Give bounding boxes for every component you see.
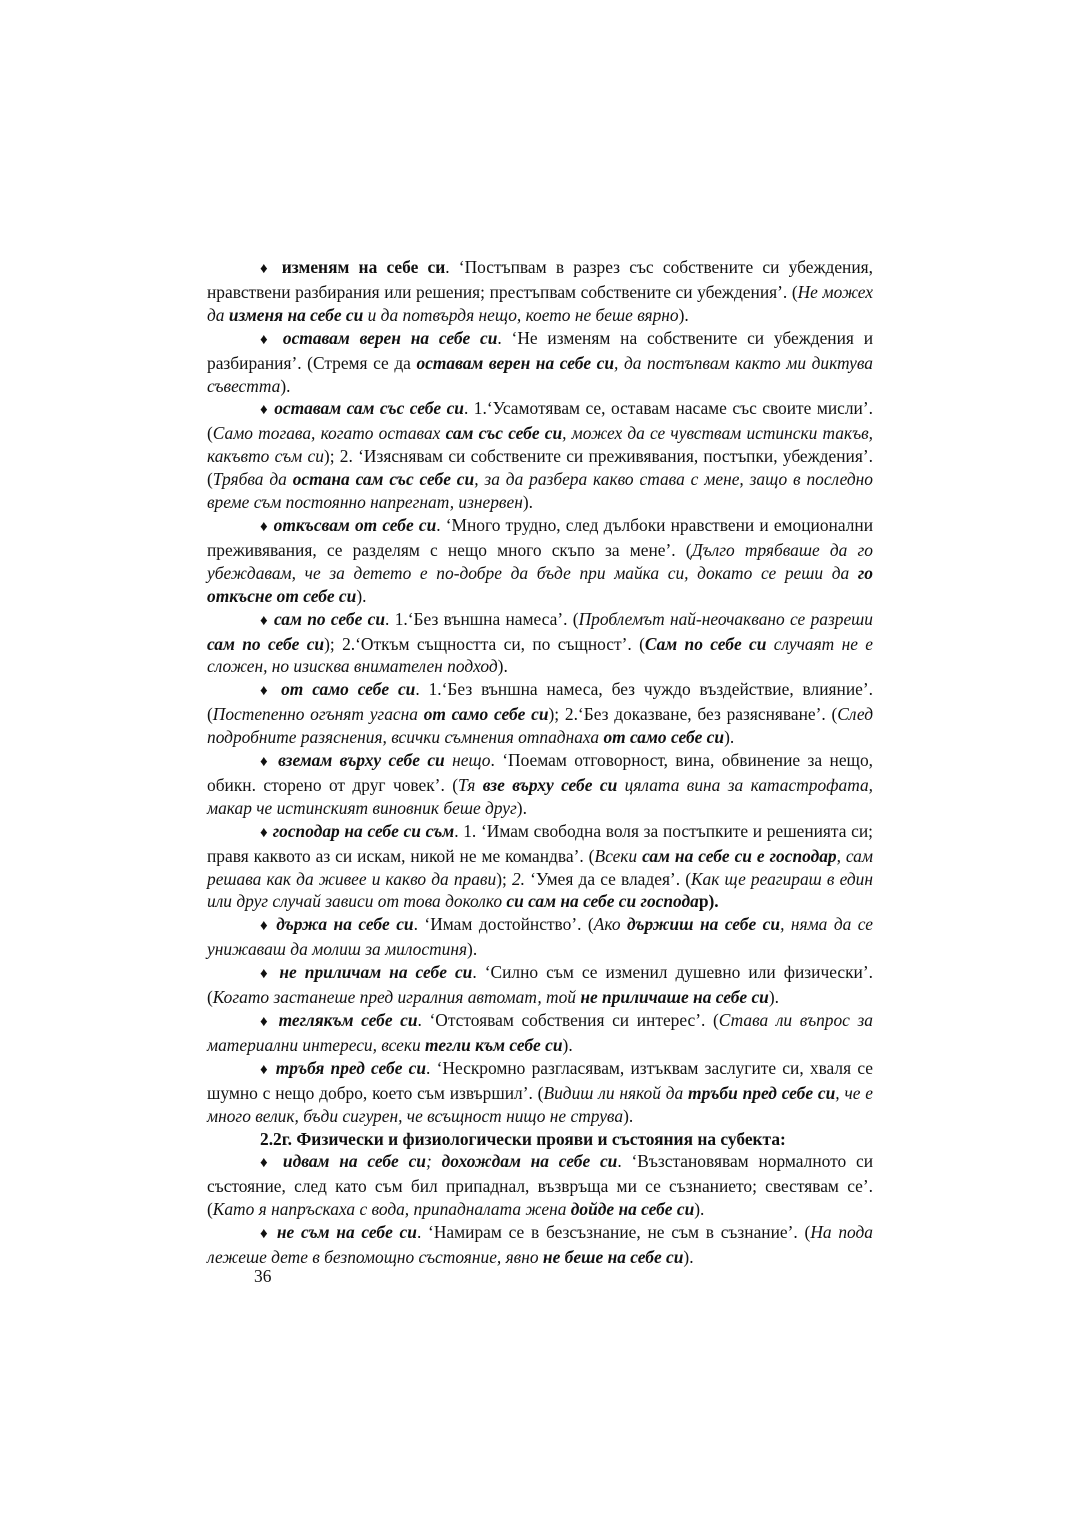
entry-part: откъсвам от себе си <box>273 514 437 535</box>
entry-part: и да потвърдя нещо, което не беше вярно <box>363 304 679 325</box>
entry-part: . 1.‘Без външна намеса, без чуждо въздействие, влияние’. ( <box>207 679 873 725</box>
section-heading-text: 2.2г. Физически и физиологически прояви и състояния на субекта: <box>260 1128 786 1149</box>
entry-part: не приличам на себе си <box>279 962 473 983</box>
entry-part: , че е много велик, бъди сигурен, че всъщност нищо не струва <box>207 1082 873 1126</box>
diamond-bullet-icon: ♦ <box>260 1226 271 1243</box>
entry-sam-po-sebe <box>207 608 873 679</box>
entry-part: , да постъпвам както ми диктува съвестта <box>207 352 874 396</box>
diamond-bullet-icon: ♦ <box>260 1061 270 1078</box>
entry-part: . ‘Отстоявам собствения си интерес’. ( <box>417 1010 719 1030</box>
entry-ne-sam <box>207 1221 873 1269</box>
entry-part: изменям на себе си <box>281 257 446 277</box>
diamond-bullet-icon: ♦ <box>260 1155 274 1172</box>
section-heading <box>207 1128 873 1151</box>
diamond-bullet-icon: ♦ <box>260 824 269 841</box>
entry-part: . 1. ‘Имам свободна воля за постъпките и решенията си; правя каквото аз си искам, никой не ме командва’. ( <box>207 820 874 866</box>
entry-part: теглякъм себе си <box>278 1010 418 1030</box>
entry-part: оставам сам със себе си <box>274 398 464 419</box>
entry-part: цялата вина за катастрофата, макар че истинският виновник беше друг <box>207 774 874 818</box>
entry-part: , за да разбера какво става с мене, защо в последно време съм постоянно напрегнат, изнервен <box>207 469 873 513</box>
diamond-bullet-icon: ♦ <box>260 261 273 277</box>
entry-part: ). <box>280 375 291 396</box>
entry-part: . ‘Поемам отговорност, вина, обвинение за нещо, обикн. сторено от друг човек’. ( <box>207 750 873 795</box>
entry-part: . 1.‘Усамотявам се, оставам насаме със своите мисли’. ( <box>207 398 873 444</box>
entry-part: от само себе си <box>423 704 549 725</box>
entry-part: След подробните разяснения, всички съмнения отпаднаха <box>207 704 873 748</box>
entry-part: Видиш ли някой да <box>543 1082 689 1103</box>
entry-part: , няма да се унижаваш да молиш за милостиня <box>207 914 874 960</box>
entry-part: случаят не е сложен, но изисква внимателен подход <box>207 633 873 677</box>
entry-trabya <box>207 1057 873 1128</box>
entry-part: господар на себе си съм <box>272 820 455 841</box>
entry-part: 2. <box>511 868 525 889</box>
entry-part: . ‘Намирам се в безсъзнание, не съм в съзнание’. ( <box>416 1222 811 1243</box>
entry-part: Когато застанеше пред игралния автомат, той <box>212 987 581 1008</box>
entry-part: Като я напръскаха с вода, припадналата жена <box>212 1199 571 1220</box>
entry-part: от само себе си <box>281 679 416 700</box>
entry-part: ). <box>356 585 367 606</box>
entry-part: ). <box>522 492 533 513</box>
entry-izmenyam <box>207 256 873 327</box>
diamond-bullet-icon: ♦ <box>260 918 270 935</box>
entry-part: , сам решава как да живее и какво да прави <box>207 845 873 889</box>
entry-part: . ‘Възстановявам нормалното си състояние, след като съм бил припаднал, възвръща ми се съзнанието; свестявам се’. ( <box>207 1151 874 1220</box>
entry-part: тръбя пред себе си <box>275 1057 427 1078</box>
entry-part: р). <box>698 891 719 912</box>
entry-part: Дълго трябваше да го убеждавам, че за детето е по-добре да бъде при майка си, докато се реши да <box>207 539 873 583</box>
entry-part: Само тогава, когато оставах <box>212 423 446 444</box>
entry-part: ). <box>724 727 735 748</box>
diamond-bullet-icon: ♦ <box>260 612 269 629</box>
entry-part: . ‘Не изменям на собствените си убеждения и разбирания’. (Стремя се да <box>207 327 873 373</box>
entry-ot-samo-sebe <box>207 678 873 749</box>
entry-part: го откъсне от себе си <box>207 562 873 606</box>
entry-part: ). <box>467 939 478 960</box>
entry-part: Трябва да <box>212 469 293 490</box>
entry-ne-prilicham <box>207 961 873 1009</box>
diamond-bullet-icon: ♦ <box>260 683 273 700</box>
entry-part: . ‘Имам достойнство’. ( <box>413 914 594 935</box>
entry-part: ); 2.‘Без доказване, без разясняване’. ( <box>548 704 838 725</box>
entry-part: ); 2. ‘Изяснявам си собствените си преживявания, постъпки, убеждения’. ( <box>207 446 873 490</box>
entry-part: сам по себе си <box>207 633 325 654</box>
entry-part: ). <box>694 1199 705 1220</box>
entry-part: дохождам на себе си <box>441 1151 618 1172</box>
diamond-bullet-icon: ♦ <box>260 331 274 348</box>
entry-part: Тя <box>458 774 483 795</box>
entry-part: си сам на себе си господа <box>506 891 699 912</box>
entry-part: ). <box>683 1247 694 1268</box>
entry-ostavam-sam <box>207 397 873 514</box>
entry-darzha <box>207 913 873 961</box>
entry-part: дойде на себе си <box>570 1199 695 1220</box>
entry-part: Проблемът най-неочаквано се разреши <box>578 608 874 629</box>
entry-part: оставам верен на себе си <box>416 352 615 373</box>
entry-part: ). <box>497 656 508 677</box>
entry-part: вземам върху себе си <box>278 750 445 771</box>
entry-part: . 1.‘Без външна намеса’. ( <box>385 608 579 629</box>
entry-teglya <box>207 1009 873 1057</box>
entry-part: Ако <box>593 914 627 935</box>
entry-idvam <box>207 1150 873 1221</box>
entry-part: взе върху себе си <box>482 774 618 795</box>
entry-part: Всеки <box>594 845 643 866</box>
entry-ostavam-veren <box>207 327 873 398</box>
entry-part: ). <box>768 987 779 1008</box>
entry-part: Не можех да <box>207 281 873 325</box>
entry-part: не съм на себе си <box>276 1222 417 1243</box>
entry-part: , можех да се чувствам истински такъв, какъвто съм си <box>207 423 874 467</box>
entry-part: ). <box>623 1105 634 1126</box>
entry-part: тръби пред себе си <box>688 1082 836 1103</box>
entry-part: оставам верен на себе си <box>282 327 498 348</box>
diamond-bullet-icon: ♦ <box>260 402 269 419</box>
body-text <box>207 256 873 1269</box>
entry-part: остана сам със себе си <box>292 469 475 490</box>
entry-part: Става ли въпрос за материални интереси, всеки <box>207 1010 873 1055</box>
diamond-bullet-icon: ♦ <box>260 754 271 771</box>
entry-otkasvam <box>207 514 873 608</box>
entry-part: ). <box>678 304 689 325</box>
entry-part: държиш на себе си <box>627 914 781 935</box>
entry-part: Постепенно огънят угасна <box>212 704 424 725</box>
entry-part: идвам на себе си <box>282 1151 426 1172</box>
entry-part: тегли към себе си <box>425 1034 563 1055</box>
diamond-bullet-icon: ♦ <box>260 1014 271 1030</box>
entry-part: ); 2.‘Откъм същността си, по същност’. ( <box>324 633 645 654</box>
entry-part: Как ще реагираш в един или друг случай зависи от това доколко <box>207 868 873 912</box>
entry-part: . ‘Постъпвам в разрез със собствените си убеждения, нравствени разбирания или решения; престъпвам собствените си убеждения’. ( <box>207 257 873 302</box>
entry-part: ‘Умея да се владея’. ( <box>524 868 691 889</box>
entry-part: ). <box>562 1034 573 1055</box>
diamond-bullet-icon: ♦ <box>260 966 272 983</box>
entry-part: нещо <box>444 750 491 771</box>
entry-vzemam <box>207 749 873 820</box>
diamond-bullet-icon: ♦ <box>260 518 269 535</box>
page-number: 36 <box>254 1266 272 1286</box>
entry-part: . ‘Силно съм се изменил душевно или физически’. ( <box>207 962 873 1008</box>
entry-part: . ‘Много трудно, след дълбоки нравствени и емоционални преживявания, се разделям с нещо много скъпо за мене’. ( <box>207 514 874 560</box>
entry-part: ; <box>425 1151 442 1172</box>
entry-part: не приличаше на себе си <box>580 987 769 1008</box>
entry-part: сам по себе си <box>274 608 386 629</box>
entry-part: . ‘Нескромно разгласявам, изтъквам заслугите си, хваля се шумно с нещо добро, което съм извършил’. ( <box>207 1057 873 1103</box>
entry-part: държа на себе си <box>276 914 414 935</box>
entry-gospodar <box>207 820 873 914</box>
entry-part: На пода лежеше дете в безпомощно състояние, явно <box>207 1222 873 1268</box>
entry-part: сам със себе си <box>445 423 563 444</box>
entry-part: ); <box>496 868 512 889</box>
entry-part: от само себе си <box>603 727 725 748</box>
entry-part: не беше на себе си <box>542 1247 684 1268</box>
entry-part: ). <box>516 797 527 818</box>
entry-part: изменя на себе си <box>228 304 364 325</box>
entry-part: Сам по себе си <box>644 633 767 654</box>
entry-part: сам на себе си е господар <box>642 845 837 866</box>
